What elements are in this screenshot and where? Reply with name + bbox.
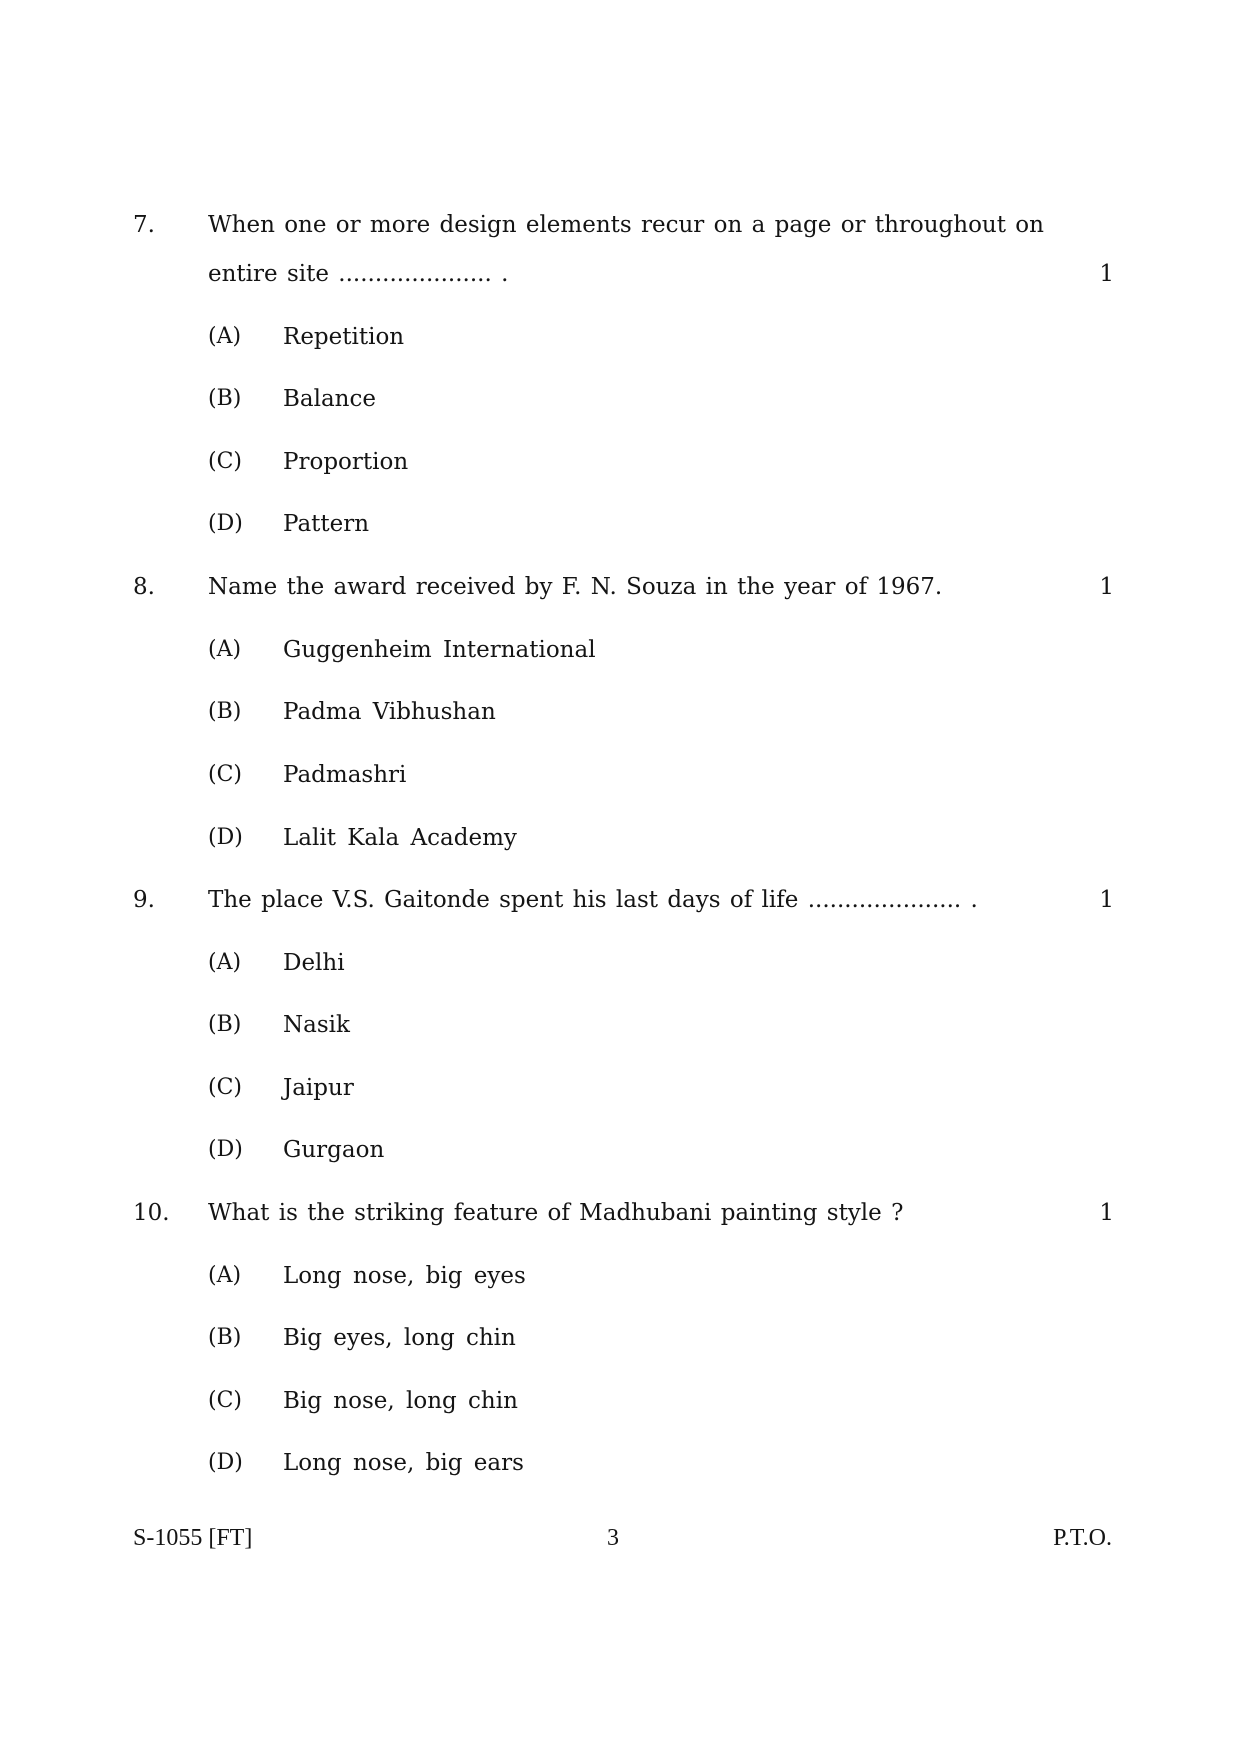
option-label: (A) [208,1263,242,1288]
option-label: (B) [208,699,242,724]
option-a [0,635,1240,665]
option-d [0,1135,1240,1165]
question-text: What is the striking feature of Madhubani painting style ? [208,1200,904,1226]
option-b [0,1323,1240,1353]
option-d [0,509,1240,539]
option-label: (B) [208,1012,242,1037]
option-a [0,322,1240,352]
option-label: (C) [208,1075,242,1100]
option-a [0,948,1240,978]
question-marks: 1 [1099,1200,1114,1226]
question-text-line-2: entire site ..................... . [208,261,509,287]
option-text: Padmashri [283,762,407,788]
option-label: (B) [208,1325,242,1350]
question-number: 8. [133,574,155,600]
option-c [0,1386,1240,1416]
option-label: (C) [208,449,242,474]
question-number: 9. [133,887,155,913]
option-text: Long nose, big eyes [283,1263,526,1289]
option-text: Balance [283,386,376,412]
option-d [0,823,1240,853]
option-c [0,447,1240,477]
option-text: Repetition [283,324,405,350]
question-text: Name the award received by F. N. Souza in the year of 1967. [208,574,943,600]
option-label: (A) [208,324,242,349]
option-a [0,1261,1240,1291]
pto-label: P.T.O. [1053,1525,1112,1551]
option-text: Big nose, long chin [283,1388,518,1414]
option-text: Lalit Kala Academy [283,825,517,851]
option-label: (A) [208,637,242,662]
question-number: 10. [133,1200,170,1226]
option-text: Pattern [283,511,370,537]
paper-code: S-1055 [FT] [133,1525,253,1551]
question-marks: 1 [1099,261,1114,287]
option-text: Guggenheim International [283,637,596,663]
option-text: Delhi [283,950,345,976]
option-text: Padma Vibhushan [283,699,496,725]
page-footer [0,1523,1240,1553]
question-number: 7. [133,212,155,238]
option-d [0,1448,1240,1478]
option-label: (D) [208,1137,243,1162]
option-text: Big eyes, long chin [283,1325,516,1351]
question-text-line-1: When one or more design elements recur on a page or throughout on [208,212,1044,238]
option-text: Proportion [283,449,409,475]
option-label: (B) [208,386,242,411]
option-c [0,760,1240,790]
option-c [0,1073,1240,1103]
option-label: (D) [208,1450,243,1475]
option-text: Nasik [283,1012,350,1038]
option-label: (A) [208,950,242,975]
option-label: (D) [208,825,243,850]
option-text: Jaipur [283,1075,354,1101]
option-label: (C) [208,762,242,787]
option-label: (D) [208,511,243,536]
option-b [0,697,1240,727]
option-text: Gurgaon [283,1137,385,1163]
option-b [0,384,1240,414]
option-b [0,1010,1240,1040]
question-marks: 1 [1099,574,1114,600]
question-marks: 1 [1099,887,1114,913]
question-text: The place V.S. Gaitonde spent his last days of life ..................... . [208,887,978,913]
option-text: Long nose, big ears [283,1450,524,1476]
page-number: 3 [607,1525,619,1551]
option-label: (C) [208,1388,242,1413]
